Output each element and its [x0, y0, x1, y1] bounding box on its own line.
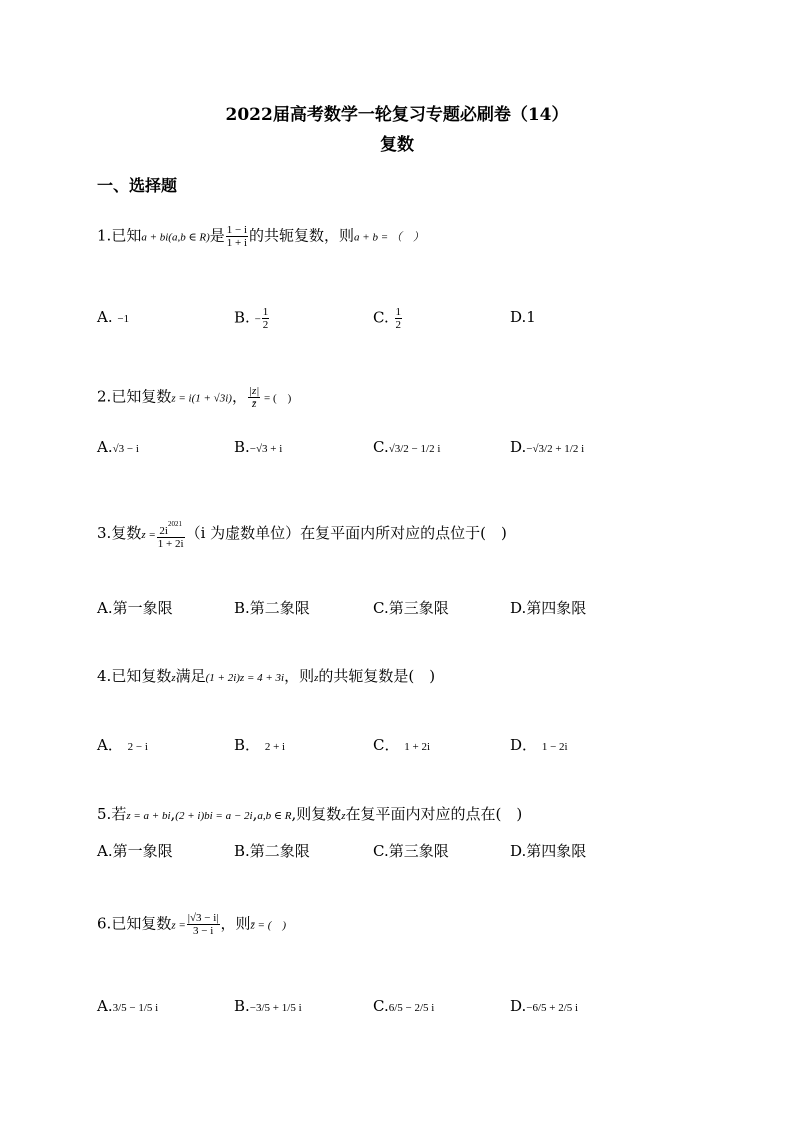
option-b[interactable]: B.第二象限	[234, 842, 310, 860]
question-6: 6.已知复数z = $\frac{|√3 - i|}{3 - i}$ ，则z̄ = ( )	[97, 912, 287, 937]
option-d[interactable]: D.−6/5 + 2/5 i	[510, 997, 579, 1015]
option-b[interactable]: B.−√3 + i	[234, 438, 283, 456]
question-1: 1.已知a + bi(a,b ∈ R)是 $\frac{1 - i}{1 + i}$ 的共轭复数，则a + b = （ ）	[97, 224, 424, 249]
section-title: 一、选择题	[97, 176, 178, 195]
option-d[interactable]: D.−√3/2 + 1/2 i	[510, 438, 585, 456]
question-5: 5.若z = a + bi,(2 + i)bi = a − 2i,a,b ∈ R,则复数z在复平面内对应的点在( )	[97, 805, 523, 823]
option-a[interactable]: A.√3 − i	[97, 438, 139, 456]
option-c[interactable]: C.第三象限	[373, 599, 449, 617]
page-title: 2022届高考数学一轮复习专题必刷卷（14）	[225, 105, 569, 125]
option-b[interactable]: B. − $\frac{1}{2}$	[234, 306, 269, 331]
question-number: 1.	[97, 226, 112, 245]
question-4: 4.已知复数z满足(1 + 2i)z = 4 + 3i，则z的共轭复数是( )	[97, 667, 436, 685]
option-d[interactable]: D.第四象限	[510, 842, 587, 860]
option-a[interactable]: A. −1	[97, 308, 130, 326]
option-d[interactable]: D.1	[510, 308, 536, 326]
option-a[interactable]: A.第一象限	[97, 842, 173, 860]
option-c[interactable]: C． 1 + 2i	[373, 736, 431, 754]
option-a[interactable]: A.第一象限	[97, 599, 173, 617]
option-a[interactable]: A． 2 − i	[97, 736, 148, 754]
page-subtitle: 复数	[380, 135, 414, 155]
question-2: 2.已知复数z = i(1 + √3i)， $\frac{|z|}{z̄}$ = ( )	[97, 385, 292, 410]
option-c[interactable]: C.第三象限	[373, 842, 449, 860]
option-b[interactable]: B． 2 + i	[234, 736, 286, 754]
option-c[interactable]: C.√3/2 − 1/2 i	[373, 438, 441, 456]
fraction: $\frac{1 - i}{1 + i}$	[226, 224, 248, 249]
option-d[interactable]: D． 1 − 2i	[510, 736, 568, 754]
question-3: 3.复数z = $\frac{2i^{2021}}{1 + 2i}$ （i 为虚数单位）在复平面内所对应的点位于( )	[97, 520, 507, 550]
option-a[interactable]: A.3/5 − 1/5 i	[97, 997, 159, 1015]
option-d[interactable]: D.第四象限	[510, 599, 587, 617]
option-b[interactable]: B.−3/5 + 1/5 i	[234, 997, 302, 1015]
option-b[interactable]: B.第二象限	[234, 599, 310, 617]
option-c[interactable]: C. $\frac{1}{2}$	[373, 306, 401, 331]
option-c[interactable]: C.6/5 − 2/5 i	[373, 997, 435, 1015]
